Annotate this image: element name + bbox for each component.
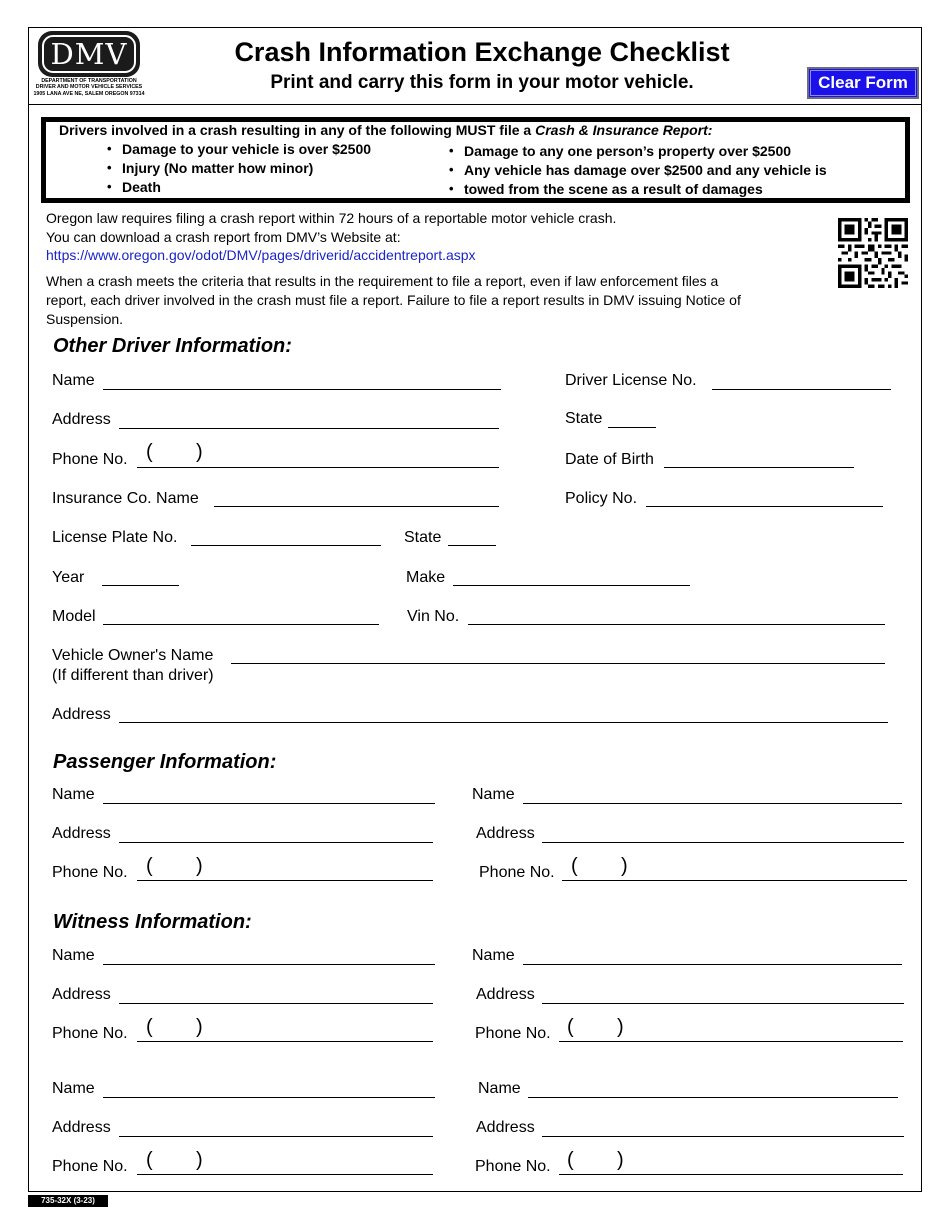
vin-label: Vin No. bbox=[407, 608, 460, 625]
requirement-bullet-continued: • towed from the scene as a result of damages bbox=[464, 180, 763, 199]
witness-1-address-field[interactable] bbox=[119, 1003, 433, 1004]
passenger-phone-label: Phone No. bbox=[52, 864, 128, 881]
other-driver-phone-field[interactable] bbox=[137, 467, 499, 468]
vehicle-year-field[interactable] bbox=[102, 585, 179, 586]
witness-phone-label: Phone No. bbox=[475, 1158, 551, 1175]
phone-area-close: ) bbox=[196, 1149, 203, 1171]
passenger-2-address-field[interactable] bbox=[542, 842, 904, 843]
witness-name-label: Name bbox=[478, 1080, 521, 1097]
driver-license-field[interactable] bbox=[712, 389, 891, 390]
witness-address-label: Address bbox=[52, 1119, 111, 1136]
phone-area-close: ) bbox=[617, 1149, 624, 1171]
witness-address-label: Address bbox=[52, 986, 111, 1003]
witness-3-name-field[interactable] bbox=[103, 1097, 435, 1098]
passenger-2-phone-field[interactable] bbox=[562, 880, 907, 881]
vin-field[interactable] bbox=[468, 624, 885, 625]
header-divider bbox=[28, 104, 922, 105]
date-of-birth-field[interactable] bbox=[664, 467, 854, 468]
other-driver-state-field[interactable] bbox=[608, 427, 656, 428]
phone-area-close: ) bbox=[617, 1016, 624, 1038]
vehicle-owner-field[interactable] bbox=[231, 663, 885, 664]
witness-4-address-field[interactable] bbox=[542, 1136, 904, 1137]
phone-area-open: ( bbox=[146, 1149, 153, 1171]
phone-area-open: ( bbox=[567, 1016, 574, 1038]
witness-name-label: Name bbox=[52, 947, 95, 964]
info-line: You can download a crash report from DMV’s Website at: bbox=[46, 229, 401, 245]
vehicle-model-label: Model bbox=[52, 608, 96, 625]
phone-area-close: ) bbox=[196, 855, 203, 877]
requirement-bullet: • Death bbox=[122, 178, 161, 197]
page-subtitle: Print and carry this form in your motor vehicle. bbox=[270, 72, 694, 93]
owner-address-field[interactable] bbox=[119, 722, 888, 723]
witness-address-label: Address bbox=[476, 986, 535, 1003]
driver-license-label: Driver License No. bbox=[565, 372, 697, 389]
passenger-2-name-field[interactable] bbox=[523, 803, 902, 804]
witness-phone-label: Phone No. bbox=[475, 1025, 551, 1042]
phone-area-open: ( bbox=[567, 1149, 574, 1171]
insurance-company-label: Insurance Co. Name bbox=[52, 490, 199, 507]
witness-phone-label: Phone No. bbox=[52, 1158, 128, 1175]
owner-address-label: Address bbox=[52, 706, 111, 723]
passenger-address-label: Address bbox=[52, 825, 111, 842]
witness-1-name-field[interactable] bbox=[103, 964, 435, 965]
plate-state-label: State bbox=[404, 529, 442, 546]
phone-area-open: ( bbox=[571, 855, 578, 877]
witness-3-address-field[interactable] bbox=[119, 1136, 433, 1137]
other-driver-state-label: State bbox=[565, 410, 603, 427]
insurance-company-field[interactable] bbox=[214, 506, 499, 507]
vehicle-model-field[interactable] bbox=[103, 624, 379, 625]
passenger-name-label: Name bbox=[472, 786, 515, 803]
license-plate-label: License Plate No. bbox=[52, 529, 178, 546]
witness-4-name-field[interactable] bbox=[528, 1097, 898, 1098]
policy-number-field[interactable] bbox=[646, 506, 883, 507]
info-line: Suspension. bbox=[46, 311, 124, 327]
department-address: DEPARTMENT OF TRANSPORTATION DRIVER AND MOTOR VEHICLE SERVICES 1905 LANA AVE NE, SALEM OREGON 97314 bbox=[33, 78, 145, 97]
vehicle-make-field[interactable] bbox=[453, 585, 690, 586]
witness-3-phone-field[interactable] bbox=[137, 1174, 433, 1175]
phone-area-open: ( bbox=[146, 855, 153, 877]
passenger-1-address-field[interactable] bbox=[119, 842, 433, 843]
other-driver-name-label: Name bbox=[52, 372, 95, 389]
requirements-intro: Drivers involved in a crash resulting in any of the following MUST file a Crash & Insurance Report: bbox=[59, 122, 713, 138]
info-line: When a crash meets the criteria that results in the requirement to file a report, even if law enforcement files a bbox=[46, 273, 719, 289]
witness-2-phone-field[interactable] bbox=[559, 1041, 903, 1042]
phone-area-open: ( bbox=[146, 1016, 153, 1038]
dmv-logo bbox=[38, 31, 140, 77]
other-driver-name-field[interactable] bbox=[103, 389, 501, 390]
clear-form-button[interactable]: Clear Form bbox=[807, 67, 919, 99]
policy-number-label: Policy No. bbox=[565, 490, 638, 507]
witness-name-label: Name bbox=[472, 947, 515, 964]
date-of-birth-label: Date of Birth bbox=[565, 451, 654, 468]
phone-area-close: ) bbox=[621, 855, 628, 877]
license-plate-field[interactable] bbox=[191, 545, 381, 546]
vehicle-make-label: Make bbox=[406, 569, 446, 586]
witness-heading: Witness Information: bbox=[53, 911, 252, 933]
witness-address-label: Address bbox=[476, 1119, 535, 1136]
other-driver-heading: Other Driver Information: bbox=[53, 335, 292, 357]
witness-2-name-field[interactable] bbox=[523, 964, 902, 965]
other-driver-address-label: Address bbox=[52, 411, 111, 428]
passenger-phone-label: Phone No. bbox=[479, 864, 555, 881]
requirement-bullet: • Damage to your vehicle is over $2500 bbox=[122, 140, 371, 159]
phone-area-open: ( bbox=[146, 441, 153, 463]
requirement-bullet: • Injury (No matter how minor) bbox=[122, 159, 313, 178]
crash-report-link[interactable]: https://www.oregon.gov/odot/DMV/pages/driverid/accidentreport.aspx bbox=[46, 247, 476, 263]
plate-state-field[interactable] bbox=[448, 545, 496, 546]
info-line: Oregon law requires filing a crash report within 72 hours of a reportable motor vehicle crash. bbox=[46, 210, 617, 226]
vehicle-year-label: Year bbox=[52, 569, 85, 586]
witness-name-label: Name bbox=[52, 1080, 95, 1097]
qr-code bbox=[838, 218, 908, 288]
phone-area-close: ) bbox=[196, 1016, 203, 1038]
passenger-1-phone-field[interactable] bbox=[137, 880, 433, 881]
requirement-bullet: • Any vehicle has damage over $2500 and any vehicle is bbox=[464, 161, 827, 180]
passenger-1-name-field[interactable] bbox=[103, 803, 435, 804]
passenger-address-label: Address bbox=[476, 825, 535, 842]
other-driver-phone-label: Phone No. bbox=[52, 451, 128, 468]
page-title: Crash Information Exchange Checklist bbox=[234, 37, 730, 67]
witness-1-phone-field[interactable] bbox=[137, 1041, 433, 1042]
witness-2-address-field[interactable] bbox=[542, 1003, 904, 1004]
passenger-heading: Passenger Information: bbox=[53, 751, 277, 773]
info-line: report, each driver involved in the crash must file a report. Failure to file a report results in DMV issuing Notice of bbox=[46, 292, 741, 308]
other-driver-address-field[interactable] bbox=[119, 428, 499, 429]
passenger-name-label: Name bbox=[52, 786, 95, 803]
witness-4-phone-field[interactable] bbox=[559, 1174, 903, 1175]
phone-area-close: ) bbox=[196, 441, 203, 463]
vehicle-owner-label: Vehicle Owner's Name bbox=[52, 647, 214, 664]
vehicle-owner-note: (If different than driver) bbox=[52, 667, 214, 684]
witness-phone-label: Phone No. bbox=[52, 1025, 128, 1042]
form-number: 735-32X (3-23) bbox=[28, 1195, 108, 1207]
dmv-logo-text: DMV bbox=[42, 35, 136, 73]
requirement-bullet: • Damage to any one person’s property over $2500 bbox=[464, 142, 791, 161]
